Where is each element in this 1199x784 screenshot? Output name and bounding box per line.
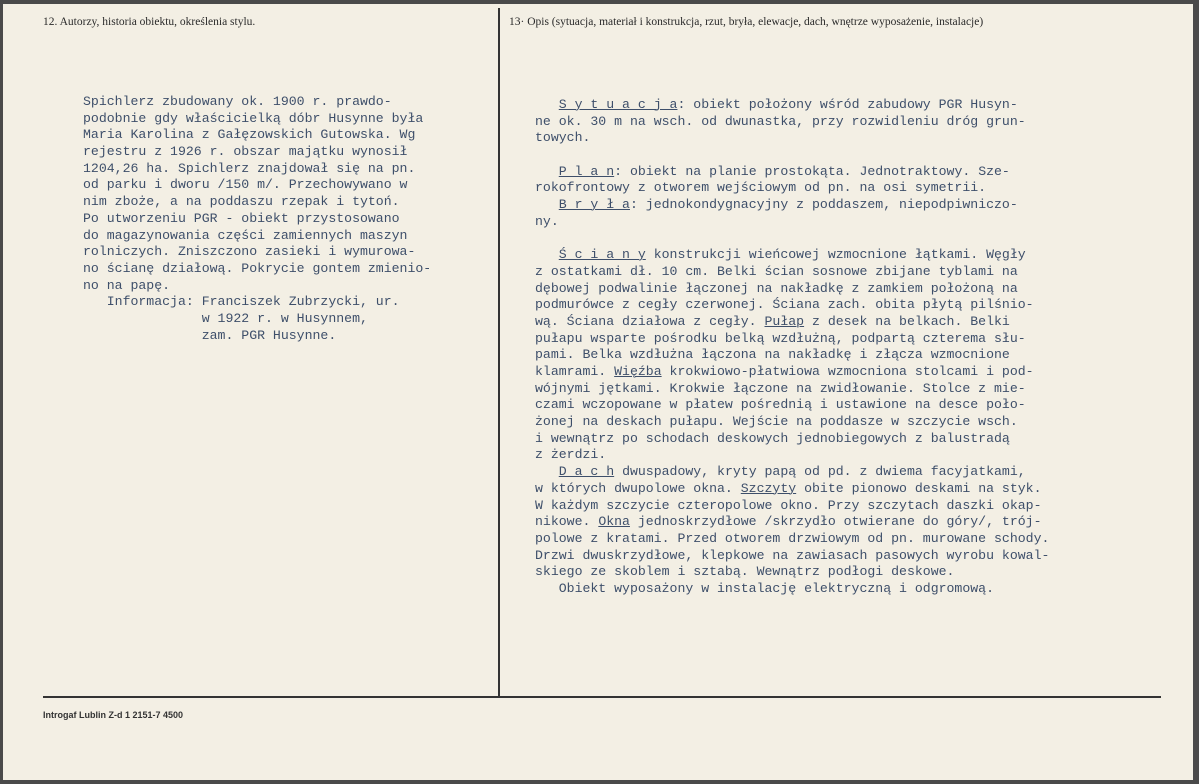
history-line: zam. PGR Husynne. xyxy=(83,327,337,343)
column-divider xyxy=(498,8,500,698)
line-text: : jednokondygnacyjny z poddaszem, niepodpiwniczo- xyxy=(629,197,1018,213)
description-line xyxy=(535,281,1049,298)
description-line xyxy=(535,197,1049,214)
history-line: rejestru z 1926 r. obszar majątku wynosił xyxy=(83,144,408,160)
description-line xyxy=(535,247,1049,264)
line-text: : obiekt na planie prostokąta. Jednotraktowy. Sze- xyxy=(614,163,1010,179)
description-line xyxy=(535,498,1049,515)
line-text: wą. Ściana działowa z cegły. xyxy=(535,313,765,329)
underlined-keyword: Pułap xyxy=(764,313,805,329)
line-text: obite pionowo deskami na styk. xyxy=(796,480,1042,496)
line-text: dwuspadowy, kryty papą od pd. z dwiema facyjatkami, xyxy=(614,464,1026,480)
history-line: nim zboże, a na poddaszu rzepak i tytoń. xyxy=(83,194,400,210)
history-line: Spichlerz zbudowany ok. 1900 r. prawdo- xyxy=(83,94,392,109)
description-line xyxy=(535,397,1049,414)
description-line xyxy=(535,364,1049,381)
line-text: konstrukcji wieńcowej wzmocnione łątkami. Węgły xyxy=(645,247,1026,263)
line-text: podmurówce z cegły czerwonej. Ściana zach. obita płytą pilśnio- xyxy=(535,297,1034,313)
history-line: no ścianę działową. Pokrycie gontem zmienio- xyxy=(83,260,432,276)
history-line: od parku i dworu /150 m/. Przechowywano w xyxy=(83,177,408,193)
line-text: z ostatkami dł. 10 cm. Belki ścian sosnowe zbijane tyblami na xyxy=(535,263,1018,279)
underlined-keyword: Więźba xyxy=(614,364,662,379)
line-text: nikowe. xyxy=(535,514,599,530)
line-text: wójnymi jętkami. Krokwie łączone na zwidłowanie. Stolce z mie- xyxy=(535,380,1026,396)
underlined-keyword: P l a n xyxy=(558,163,615,179)
line-text: krokwiowo-płatwiowa wzmocniona stolcami i pod- xyxy=(661,364,1034,379)
history-line: rolniczych. Zniszczono zasieki i wymurowa- xyxy=(83,244,416,260)
description-line xyxy=(535,531,1049,548)
line-text: W każdym szczycie czteropolowe okno. Przy szczytach daszki okap- xyxy=(535,497,1042,513)
line-text xyxy=(535,197,559,212)
description-line xyxy=(535,414,1049,431)
line-text: czami wczopowane w płatew pośrednią i ustawione na desce poło- xyxy=(535,397,1026,413)
description-line xyxy=(535,481,1049,498)
history-line: do magazynowania części zamiennych maszyn xyxy=(83,227,408,243)
description-line xyxy=(535,564,1049,581)
line-text: dębowej podwalinie łączonej na nakładkę z zamkiem położoną na xyxy=(535,280,1018,296)
line-text xyxy=(535,464,559,479)
description-line xyxy=(535,548,1049,565)
section-13-header: 13· Opis (sytuacja, materiał i konstrukcja, rzut, bryła, elewacje, dach, wnętrze wyposażenie, instalacje) xyxy=(509,16,984,28)
line-text: ne ok. 30 m na wsch. od dwunastka, przy rozwidleniu dróg grun- xyxy=(535,113,1026,129)
history-line: 1204,26 ha. Spichlerz znajdował się na pn. xyxy=(83,160,416,176)
description-line xyxy=(535,331,1049,348)
line-text: Drzwi dwuskrzydłowe, klepkowe na zawiasach pasowych wyrobu kowal- xyxy=(535,547,1050,563)
line-text: żonej na deskach pułapu. Wejście na poddasze w szczycie wsch. xyxy=(535,414,1018,430)
description-line xyxy=(535,431,1049,448)
line-text: : obiekt położony wśród zabudowy PGR Husyn- xyxy=(677,97,1018,112)
history-line: Maria Karolina z Gałęzowskich Gutowska. Wg xyxy=(83,127,416,143)
line-text: polowe z kratami. Przed otworem drzwiowym od pn. murowane schody. xyxy=(535,530,1050,546)
description-line xyxy=(535,164,1049,181)
underlined-keyword: D a c h xyxy=(558,464,615,480)
line-text xyxy=(535,164,559,179)
line-text: jednoskrzydłowe /skrzydło otwierane do góry/, trój- xyxy=(629,514,1042,530)
line-text: pułapu wsparte pośrodku belką wzdłużną, podpartą czterema słu- xyxy=(535,330,1026,346)
description-line xyxy=(535,114,1049,131)
line-text: z desek na belkach. Belki xyxy=(804,313,1010,329)
description-line xyxy=(535,464,1049,481)
line-text: z żerdzi. xyxy=(535,447,607,463)
history-line: no na papę. xyxy=(83,277,171,293)
description-line xyxy=(535,381,1049,398)
description-line xyxy=(535,447,1049,464)
description-line xyxy=(535,314,1049,331)
line-text: w których dwupolowe okna. xyxy=(535,480,741,496)
line-text: klamrami. xyxy=(535,364,615,379)
history-line: Po utworzeniu PGR - obiekt przystosowano xyxy=(83,210,400,226)
line-text: rokofrontowy z otworem wejściowym od pn. na osi symetrii. xyxy=(535,180,987,196)
description-text xyxy=(535,97,1049,598)
description-line xyxy=(535,97,1049,114)
description-line xyxy=(535,231,1049,248)
description-line xyxy=(535,581,1049,598)
description-line xyxy=(535,297,1049,314)
line-text: Obiekt wyposażony w instalację elektryczną i odgromową. xyxy=(535,580,994,596)
description-line xyxy=(535,514,1049,531)
line-text: i wewnątrz po schodach deskowych jednobiegowych z balustradą xyxy=(535,430,1010,446)
underlined-keyword: Ś c i a n y xyxy=(558,247,646,263)
section-12-header: 12. Autorzy, historia obiektu, określenia stylu. xyxy=(43,16,256,28)
description-line xyxy=(535,147,1049,164)
underlined-keyword: S y t u a c j a xyxy=(558,97,678,112)
printer-imprint: Introgaf Lublin Z-d 1 2151-7 4500 xyxy=(43,710,184,720)
history-line: podobnie gdy właścicielką dóbr Husynne była xyxy=(83,110,424,126)
history-line: w 1922 r. w Husynnem, xyxy=(83,310,368,326)
description-line xyxy=(535,180,1049,197)
line-text: skiego ze skoblem i sztabą. Wewnątrz podłogi deskowe. xyxy=(535,564,955,580)
line-text: ny. xyxy=(535,213,559,229)
line-text xyxy=(535,247,559,262)
underlined-keyword: B r y ł a xyxy=(558,197,630,213)
description-line xyxy=(535,264,1049,281)
underlined-keyword: Okna xyxy=(598,514,630,530)
description-line xyxy=(535,214,1049,231)
line-text: towych. xyxy=(535,130,591,146)
history-text xyxy=(83,94,431,344)
description-line xyxy=(535,130,1049,147)
bottom-rule xyxy=(43,696,1161,698)
underlined-keyword: Szczyty xyxy=(740,480,797,496)
line-text: pami. Belka wzdłużna łączona na nakładkę i złącza wzmocnione xyxy=(535,347,1010,363)
record-card xyxy=(3,4,1193,780)
line-text xyxy=(535,97,559,112)
description-line xyxy=(535,347,1049,364)
history-line: Informacja: Franciszek Zubrzycki, ur. xyxy=(83,294,400,310)
